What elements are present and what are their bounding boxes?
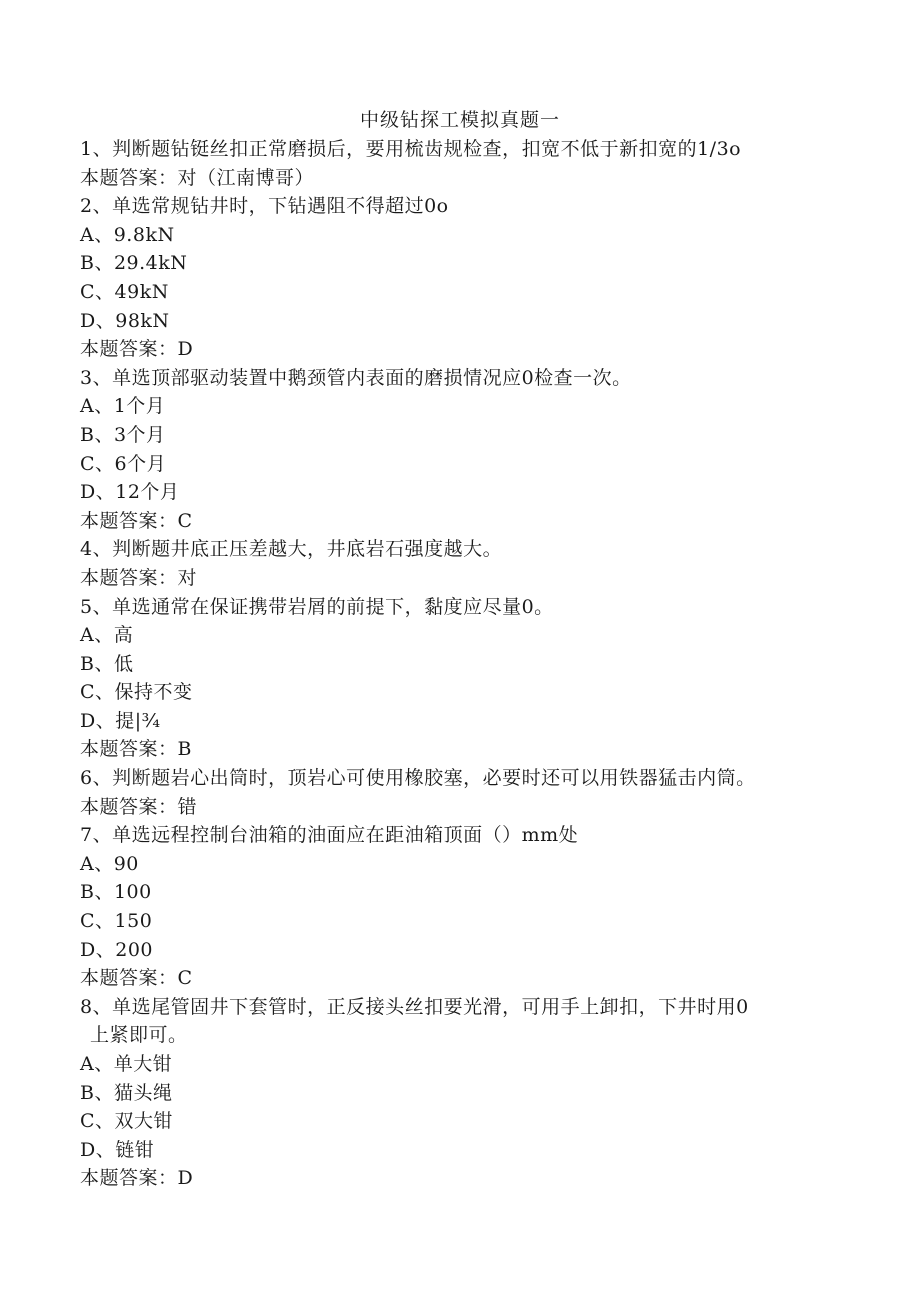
question-6-text: 6、判断题岩心出筒时，顶岩心可使用橡胶塞，必要时还可以用铁器猛击内筒。 <box>80 767 756 790</box>
question-8-answer: 本题答案：D <box>80 1167 194 1190</box>
question-7-option-a: A、90 <box>80 852 139 875</box>
question-4-text: 4、判断题井底正压差越大，井底岩石强度越大。 <box>80 538 503 561</box>
question-2-option-b: B、29.4kN <box>80 252 188 275</box>
question-3-answer: 本题答案：C <box>80 509 193 532</box>
question-3-option-a: A、1个月 <box>80 395 166 418</box>
question-8-option-c: C、双大钳 <box>80 1110 174 1133</box>
question-8-option-a: A、单大钳 <box>80 1053 173 1075</box>
question-6-answer: 本题答案：错 <box>80 795 198 818</box>
document-title: 中级钻探工模拟真题一 <box>359 109 560 131</box>
question-5-option-d: D、提|¾ <box>80 709 161 732</box>
question-8-option-b: B、猫头绳 <box>80 1081 173 1104</box>
question-3-text: 3、单选顶部驱动装置中鹅颈管内表面的磨损情况应0检查一次。 <box>80 366 632 389</box>
question-5-answer: 本题答案：B <box>80 738 192 761</box>
question-4-answer: 本题答案：对 <box>80 566 198 589</box>
question-2-option-d: D、98kN <box>80 309 170 332</box>
question-8-text: 8、单选尾管固井下套管时，正反接头丝扣要光滑，可用手上卸扣，下井时用0 <box>80 995 749 1018</box>
question-3-option-c: C、6个月 <box>80 452 167 475</box>
question-5-option-b: B、低 <box>80 652 134 675</box>
question-1-text: 1、判断题钻铤丝扣正常磨损后，要用梳齿规检查，扣宽不低于新扣宽的1/3o <box>80 138 742 160</box>
question-3-option-b: B、3个月 <box>80 423 166 446</box>
question-2-option-c: C、49kN <box>80 280 169 303</box>
question-1-answer: 本题答案：对（江南博哥） <box>80 166 315 189</box>
question-8-option-d: D、链钳 <box>80 1138 155 1161</box>
question-2-text: 2、单选常规钻井时，下钻遇阻不得超过0o <box>80 195 449 218</box>
question-5-option-a: A、高 <box>80 624 134 647</box>
document-body <box>80 135 840 1193</box>
question-7-option-b: B、100 <box>80 881 152 904</box>
question-8-text-continued: 上紧即可。 <box>90 1024 188 1047</box>
question-5-text: 5、单选通常在保证携带岩屑的前提下，黏度应尽量0。 <box>80 595 554 618</box>
question-7-option-c: C、150 <box>80 910 153 933</box>
question-7-option-d: D、200 <box>80 938 153 961</box>
question-3-option-d: D、12个月 <box>80 481 180 504</box>
question-5-option-c: C、保持不变 <box>80 681 193 704</box>
question-7-answer: 本题答案：C <box>80 967 193 990</box>
question-7-text: 7、单选远程控制台油箱的油面应在距油箱顶面（）mm处 <box>80 824 579 847</box>
question-2-option-a: A、9.8kN <box>80 223 175 246</box>
question-2-answer: 本题答案：D <box>80 338 194 361</box>
